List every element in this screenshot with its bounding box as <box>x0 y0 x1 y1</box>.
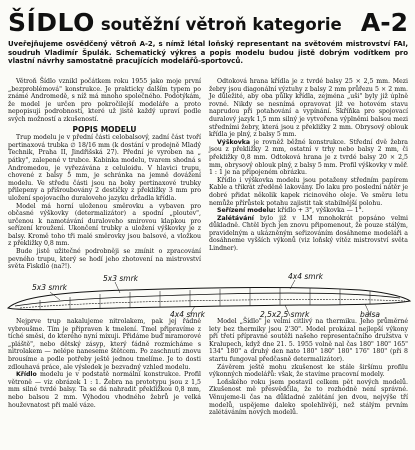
test-flying-label: Zalétávání <box>217 214 254 222</box>
lead-paragraph: Uveřejňujeme osvědčený větroň A-2, s nímž létal loňský representant na světovém mistrovství FAI, soudruh Vladimír Špulák. Schematický výkres a popis modelu budou jistě dobrým vodítkem pro vlastní návrhy samostatně pracujících modelářů-sportovců. <box>8 40 408 66</box>
title-word-sidlo: ŠÍDLO <box>8 8 95 37</box>
wing-schematic-svg <box>0 270 415 320</box>
section-heading: POPIS MODELU <box>72 124 137 134</box>
article-title <box>8 6 408 36</box>
intro-paragraph: Větroň Šídlo vznikl počátkem roku 1955 jako moje první „bezproblémová" konstrukce. Je prakticky dalším typem po známé Andromedě, s níž má mnoho společného. Podotýkám, že model je určen pro pokročilejší modeláře a proto nepopisuji podrobnosti, které už jistě každý upraví podle svých možností a zkušeností. <box>8 78 201 123</box>
title-subtitle: soutěžní větroň kategorie <box>100 15 342 34</box>
trim-label: Seřízení modelu: <box>217 207 276 215</box>
stabilizer-text: je rovněž běžné konstrukce. Střední dvě žebra jsou z překližky 2 mm, ostatní v trhy nebo balsy 2 mm, či překližky 0,8 mm. Odtoková hrana je z tvrdé balsy 20 × 2,5 mm, obrysový oblouk plný, z balsy 5 mm. Profil výškovky v měř. 1 : 1 je na připojeném obrázku. <box>209 138 408 177</box>
wing-label: Křídlo <box>16 371 37 379</box>
wing-drawing <box>0 270 415 320</box>
trim-text: křídlo + 3°, výškovka — 1°. <box>277 207 364 215</box>
fuselage-paragraph: Trup modelu je v přední části celobalsový, zadní část tvoří pertinaxová trubka ∅ 18/16 mm (k dostání v prodejně Mladý Technik, Praha II, Jindřišská 27). Přední je vyroben na „ pátky", zalepené v trubce. Kabinka modelu, tvarem shodná s Andromedou, je vyřezávána z celuloidu. V hlavici trupu, chovené z balsy 5 mm, je schránka na jemně dovážení modelu. Ve středu části jsou na boky pertinaxové trubky přilepeny a přišroubovány 2 destičky z překližky 3 mm pro uložení spojovacího duraloveho jazyku držadla křídla. <box>8 134 201 202</box>
right-column-bottom <box>209 318 408 417</box>
wing-text: modelu je v podstatě normální konstrukce. Profil větroně — viz obrázek 1 : 1. Žebra na prototypu jsou z 1,5 mm silné tvrdé balsy. Ta se dá nahradit překližkou 0,8 mm, nebo balsou 2 mm. Výhodou vhodného žebrů je velká houževnatost při malé váze. <box>8 371 202 409</box>
trailing-edge-paragraph: Odtoková hrana křídla je z tvrdé balsy 25 × 2,5 mm. Mezi žebry jsou diagonální výztuhy z balsy 2 mm průřezu 5 × 2 mm. Je důležité, aby oba půlky křídla, zejména „uši" byly již úplně rovné. Nikdy se nesnímá opravovat již ve hotovém stavu naprudou při potahování a vypínání. Skříňka pro spojovací duralový jazyk 1,5 mm silný je vytvořena výplněmi balsou mezi středními žebry, která jsou z překližky 2 mm. Obrysový oblouk křídla je plný, z balsy 5 mm. <box>209 78 408 139</box>
label-5x3-smrk-mid: 5x3 smrk <box>103 274 139 283</box>
advice-paragraph: Loňského roku jsem postavil celkem pět nových modelů. Zkušenost mě přesvědčila, že to rozhodně není správné. Věnujeme-li čas na důkladné zalétání jen dvou, nejvýše tří modelů, uspějeme daleko spolehlivěji, než stálým prvním zalétáváním nových modelů. <box>209 378 408 417</box>
label-4x4-smrk-top: 4x4 smrk <box>288 272 324 281</box>
test-flying-text: bylo již v LM mnohokrát popsáno velmi důkladně. Chtěl bych jen znovu připomenout, že pouze stálým, pravidelným a ukázněným seřizováním dosáhneme modeláři a dosáhneme vyšších výkonů (viz loňský vítěz mistrovství světa Lindner). <box>209 214 408 253</box>
conclusion-paragraph: Závěrem ještě mohu zkušenost ke stále širšímu profilu výkonných modelářů: však, že stavíme pracovní modely. <box>209 363 408 379</box>
leader-lines <box>50 280 370 316</box>
wing-outline <box>8 287 410 309</box>
covering-paragraph: Křídlo i výškovka modelu jsou potaženy středním papírem Kable a třikrát zředěně lakovány. Do laku pro poslední nátěr je dobré přidat několik kapek ricinového oleje. Ve směru letu nemůže přírůstek potahu zajistit tak stabilnější polohu. <box>209 176 408 207</box>
finish-paragraph: Bude jistě užitečné podrobněji se zmínit o zpracování pevného trupu, který se hodí jeho zhotovení na mistrovství světa Fiskdlo (na?!). <box>8 248 201 271</box>
stabilizer-label: Výškovka <box>217 138 251 146</box>
tail-paragraph: Model má horní uloženou směrovku a vybaven pro občasné výškovky (determalizátor) a spodní „ploutev", určenou k namotávání duraloveho smirovou klapkou pro seřízení kroužení. Ukončení trubky a uložení výškovky je z balsy. Kromě toho tři malé směrovky jsou balsové, a vložkou z překližky 0,8 mm. <box>8 202 201 248</box>
label-balsa: balsa <box>360 310 380 319</box>
filler-paragraph: Nejprve trup nakalujeme nitrolakem, pak jej řádně vybroušme. Tím je připraven k tmelení. Tmel připravíme z tiché směsi, do kterého nyní mixuji. Přidáme buď mramorové „pláště", nebo dětský zásyp, který ťádně rozmícháme s nitrolakem — nelépe naneseme štětcem. Po zaschnutí znovu brousíme a podle potřeby ještě jednou tmelíme. Je to dosti zdlouhavá práce, ale výsledek je bezvadný vzhled modelu. <box>8 318 201 371</box>
left-column-top <box>8 78 201 271</box>
right-column-top <box>209 78 408 253</box>
performance-paragraph: Model „Šídlo" je velmi citlivý na thermiku. Jeho průměrné lety bez thermiky jsou 2'30". Model prokázal nejlepší výkony při třetí přípravné soutěži našeho representačního družstva v Kralupech, když dne 21. 5. 1955 volně nal čas 180" 180" 165" 134" 180" a druhý den nato 180" 180" 180" 176" 180" (při 8 startu fungoval předčasně determalizátor). <box>209 318 408 363</box>
left-column-bottom <box>8 318 201 409</box>
label-5x3-smrk-left: 5x3 smrk <box>32 283 68 292</box>
label-4x4-smrk-bottom: 4x4 smrk <box>170 310 206 319</box>
label-2-5x2-5-smrk: 2,5x2,5 smrk <box>260 310 310 319</box>
title-category: A-2 <box>360 8 408 37</box>
